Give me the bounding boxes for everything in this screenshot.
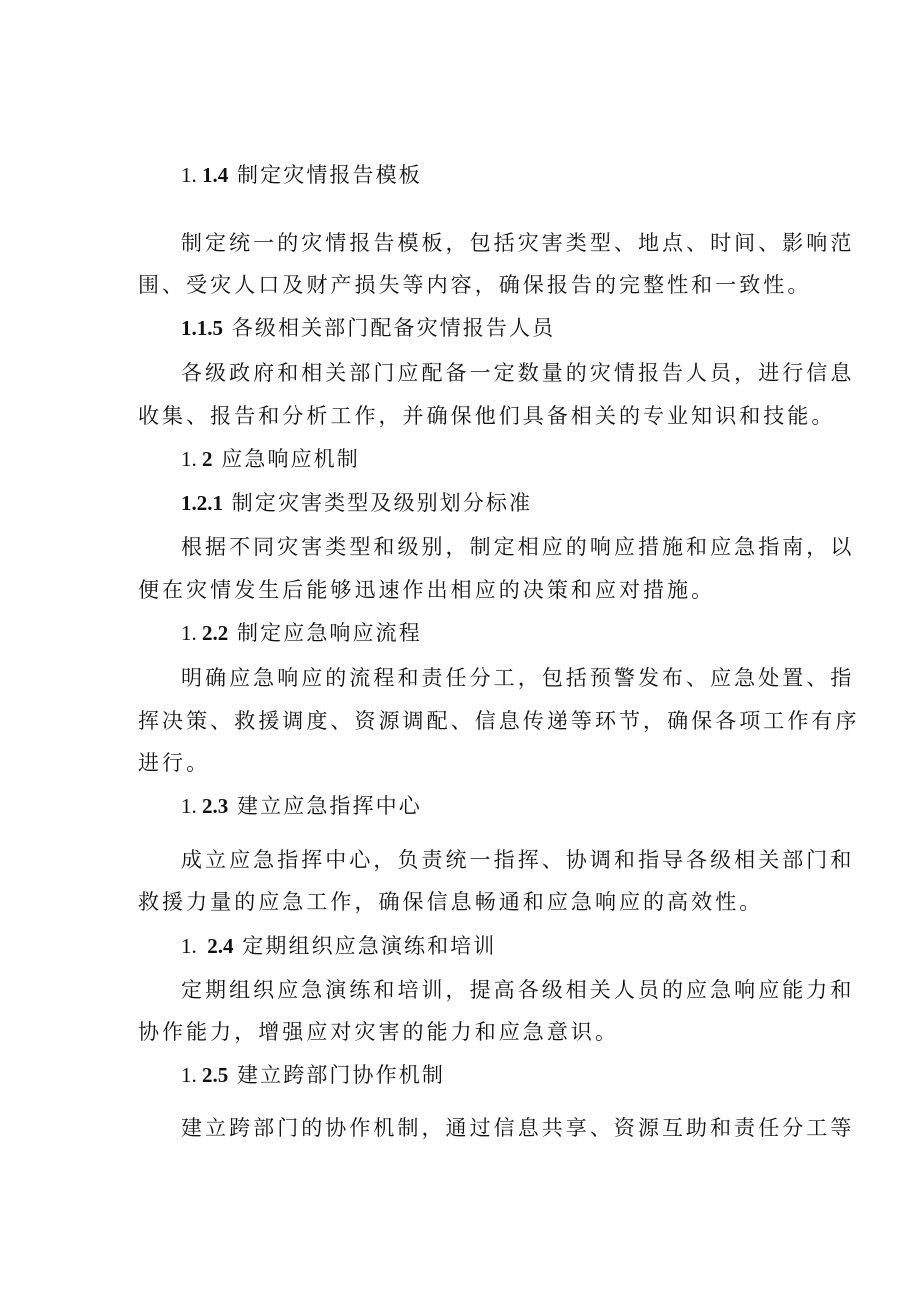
heading-title: 各级相关部门配备灾情报告人员 xyxy=(231,316,556,340)
heading-title: 制定应急响应流程 xyxy=(237,621,422,645)
paragraph-line: 制定统一的灾情报告模板，包括灾害类型、地点、时间、影响范 xyxy=(181,231,855,255)
heading-prefix: 1. xyxy=(181,1063,202,1087)
heading-prefix: 1. xyxy=(181,934,208,958)
heading-number: 1.4 xyxy=(202,163,229,187)
heading-prefix: 1. xyxy=(181,447,202,471)
heading-number: 2.3 xyxy=(202,794,229,818)
paragraph-line: 进行。 xyxy=(138,751,211,775)
heading-prefix: 1. xyxy=(181,163,202,187)
heading-title: 应急响应机制 xyxy=(221,447,360,471)
section-heading-1-1-4 xyxy=(181,161,920,189)
paragraph-line: 明确应急响应的流程和责任分工，包括预警发布、应急处置、指 xyxy=(181,666,855,690)
paragraph-line: 各级政府和相关部门应配备一定数量的灾情报告人员，进行信息 xyxy=(181,361,855,385)
paragraph-line: 定期组织应急演练和培训，提高各级相关人员的应急响应能力和 xyxy=(181,978,855,1002)
heading-prefix: 1. xyxy=(181,794,202,818)
paragraph-line: 协作能力，增强应对灾害的能力和应急意识。 xyxy=(138,1020,619,1044)
paragraph-line: 根据不同灾害类型和级别，制定相应的响应措施和应急指南，以 xyxy=(181,535,855,559)
heading-number: 2.2 xyxy=(202,621,229,645)
heading-title: 制定灾情报告模板 xyxy=(237,163,422,187)
heading-title: 定期组织应急演练和培训 xyxy=(242,934,497,958)
paragraph-line: 建立跨部门的协作机制，通过信息共享、资源互助和责任分工等 xyxy=(181,1116,855,1140)
heading-title: 制定灾害类型及级别划分标准 xyxy=(231,491,533,515)
section-heading-1-2-3 xyxy=(181,792,920,820)
heading-number: 1.2.1 xyxy=(181,491,223,515)
paragraph-line: 围、受灾人口及财产损失等内容，确保报告的完整性和一致性。 xyxy=(138,273,812,297)
heading-prefix: 1. xyxy=(181,621,202,645)
heading-number: 2 xyxy=(202,447,213,471)
section-heading-1-2-2 xyxy=(181,619,920,647)
paragraph-line: 成立应急指挥中心，负责统一指挥、协调和指导各级相关部门和 xyxy=(181,848,855,872)
heading-title: 建立跨部门协作机制 xyxy=(237,1063,445,1087)
section-heading-1-2 xyxy=(181,445,920,473)
paragraph-line: 收集、报告和分析工作，并确保他们具备相关的专业知识和技能。 xyxy=(138,404,836,428)
section-heading-1-2-5 xyxy=(181,1061,920,1089)
section-heading-1-1-5 xyxy=(181,314,920,342)
heading-number: 2.5 xyxy=(202,1063,229,1087)
section-heading-1-2-4 xyxy=(181,932,920,960)
paragraph-line: 救援力量的应急工作，确保信息畅通和应急响应的高效性。 xyxy=(138,890,764,914)
heading-number: 1.1.5 xyxy=(181,316,223,340)
heading-number: 2.4 xyxy=(207,934,234,958)
paragraph-line: 挥决策、救援调度、资源调配、信息传递等环节，确保各项工作有序 xyxy=(138,709,860,733)
paragraph-line: 便在灾情发生后能够迅速作出相应的决策和应对措施。 xyxy=(138,578,716,602)
section-heading-1-2-1 xyxy=(181,489,920,517)
heading-title: 建立应急指挥中心 xyxy=(237,794,422,818)
